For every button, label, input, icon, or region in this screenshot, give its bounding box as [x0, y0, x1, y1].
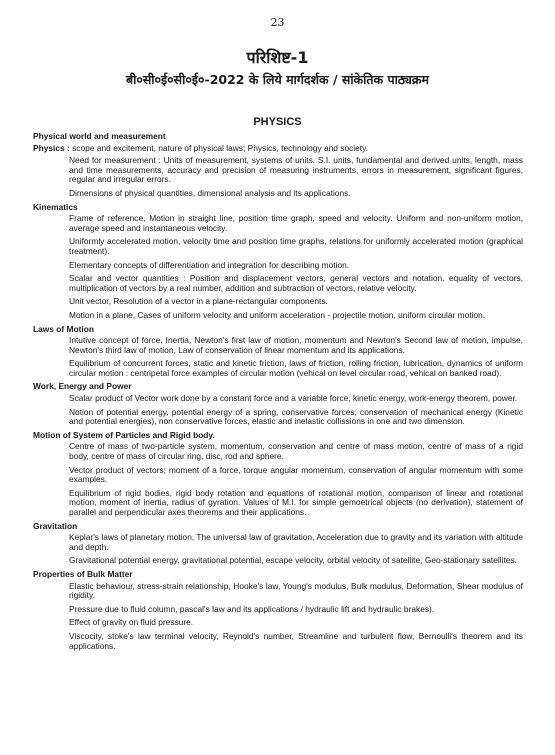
section-physical-world [33, 132, 523, 199]
topic-item: Scalar and vector quantities : Position and displacement vectors, general vectors and notation, equality of vectors, multiplication of vectors by a real number, addition and subtraction of vectors, relative velocity. [69, 273, 523, 293]
topic-item: Keplar's laws of planetary motion, The universal law of gravitation, Acceleration due to gravity and its variation with altitude and depth. [69, 532, 523, 552]
topic-item: Pressure due to fluid column, pascal's law and its applications / hydraulic lift and hydraulic brakes). [69, 603, 435, 614]
section-kinematics [33, 203, 523, 321]
physics-lead [33, 144, 523, 154]
topic-item: Notion of potential energy, potential energy of a spring, conservative forces; conservation of mechanical energy (Kinetic and potential energies), non conservative forces, elastic and inelastic collissions in one and two dimension. [69, 406, 523, 427]
topic-item: Elementary concepts of differentiation and integration for describing motion. [69, 259, 350, 270]
section-title: Physical world and measurement [33, 131, 166, 141]
topic-item: Scalar product of Vector work done by a constant force and a variable force, kinetic energy, work-energy theorem, power. [69, 393, 518, 404]
physics-lead-text: scope and excitement, nature of physical laws; Physics, technology and society. [72, 142, 369, 153]
topic-item: Uniformly accelerated motion, velocity time and position time graphs, relations for uniformly accelerated motion (graphical treatment). [69, 236, 523, 256]
topic-item: Elastic behaviour, stress-strain relationship, Hooke's law, Young's modulus, Bulk modulus, Deformation, Shear modulus of rigidity. [69, 580, 523, 601]
section-work-energy-power [33, 382, 523, 426]
topic-item: Effect of gravity on fluid pressure. [69, 617, 194, 628]
topic-item: Dimensions of physical quantities, dimensional analysis and its applications. [69, 187, 351, 198]
section-laws-of-motion [33, 325, 523, 379]
topic-item: Vector product of vectors; moment of a force, torque angular momentum, conservation of angular momentum with some examples. [69, 464, 523, 485]
topic-item: Equilibrium of concurrent forces, static and kinetic friction, laws of friction, rolling friction, lubrication, dynamics of uniform circular motion : centripetal force examples of circular motion (vehical on level circular road, vehical on banked road). [69, 358, 523, 378]
appendix-heading: परिशिष्ट-1 [246, 48, 309, 67]
section-title: Work, Energy and Power [33, 381, 132, 392]
subject-title: PHYSICS [253, 116, 302, 128]
syllabus-content [33, 130, 523, 655]
topic-item: Need for measurement : Units of measurement, systems of units. S.I. units, fundamental and derived units, length, mass and time measurements, accuracy and precision of measuring instruments, errors in measurement, significant figures, regular and irregular errors. [69, 155, 523, 185]
section-title: Laws of Motion [33, 323, 94, 334]
section-gravitation [33, 522, 523, 566]
topic-item: Intutive concept of force, Inertia, Newton's first law of motion, momentum and Newton's Second law of motion, impulse, Newton's third law of motion, Law of conservation of linear momentum and its applications. [69, 335, 523, 355]
topic-item: Unit vector, Resolution of a vector in a plane-rectangular components. [69, 296, 328, 307]
section-title: Kinematics [33, 201, 78, 212]
section-title: Gravitation [33, 520, 78, 531]
page-number: 23 [270, 16, 285, 29]
section-title: Motion of System of Particles and Rigid body. [33, 429, 215, 440]
section-title: Properties of Bulk Matter [33, 568, 133, 579]
syllabus-subheading: बी०सी०ई०सी०ई०-2022 के लिये मार्गदर्शक / सांकेतिक पाठ्यक्रम [125, 72, 429, 87]
topic-item: Viscocity, stoke's law terminal velocity, Reynold's number, Streamline and turbulent flow, Bernoulli's theorem and its applications. [69, 630, 523, 651]
topic-item: Frame of reference, Motion in straight line, position time graph, speed and velocity. Uniform and non-uniform motion, average speed and instantaneous velocity. [69, 213, 523, 233]
topic-item: Centre of mass of two-particle system, momentum, conservation and centre of mass motion, centre of mass of a rigid body, centre of mass of circular ring, disc, rod and sphere. [69, 441, 523, 462]
physics-lead-label: Physics : [33, 142, 70, 153]
topic-item: Motion in a plane, Cases of uniform velocity and uniform acceleration - projectile motion, uniform circular motion. [69, 309, 486, 320]
section-rigid-body [33, 431, 523, 518]
topic-item: Gravitational potential energy, gravitational potential, escape velocity, orbital velocity of satellite, Geo-stationary satellites. [69, 555, 517, 566]
topic-item: Equilibrium of rigid bodies, rigid body rotation and equations of rotational motion, comparison of linear and rotational motion, moment of inertia, radius of gyration. Values of M.I. for simple gemoetrical objects (no derivation), statement of parallel and perpendicular axes theorems and their applications. [69, 487, 523, 517]
section-bulk-matter [33, 570, 523, 651]
